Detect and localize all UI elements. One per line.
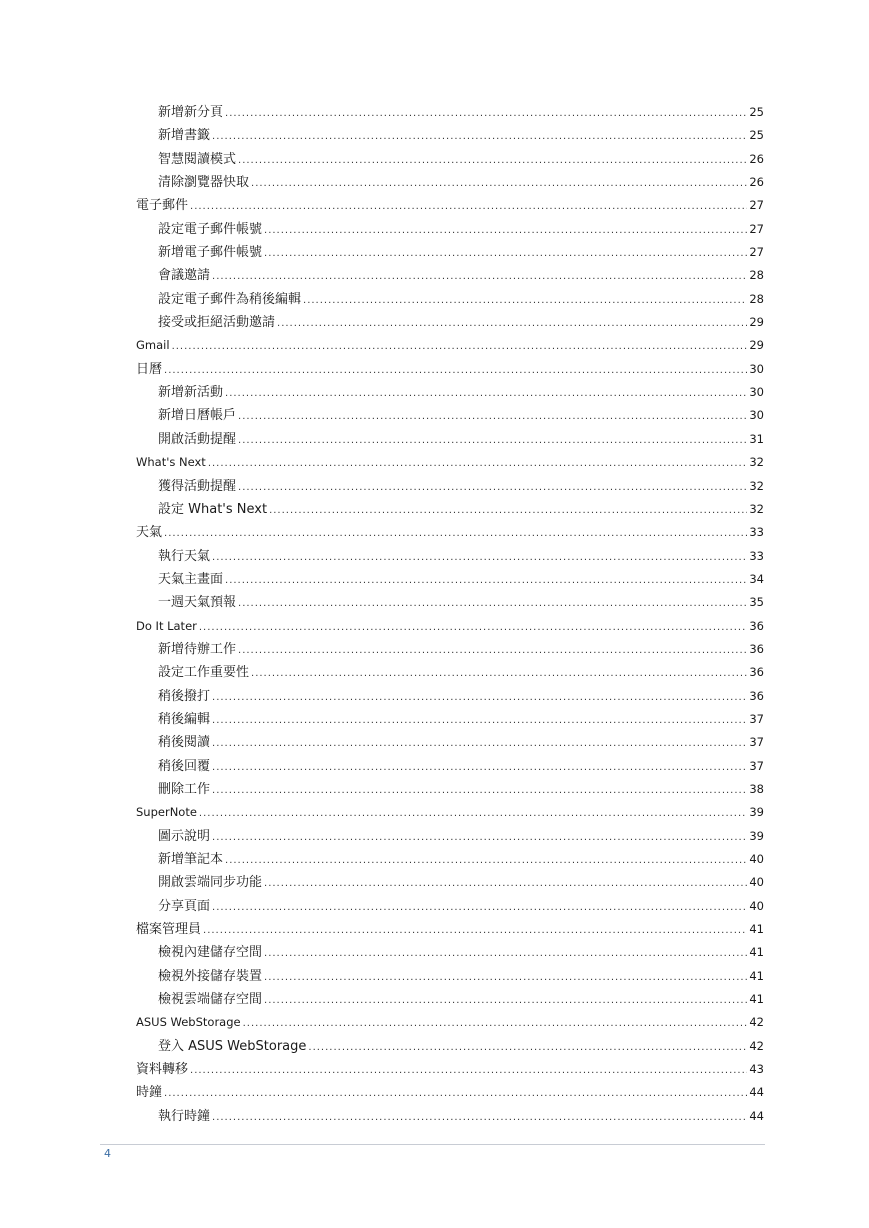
- toc-entry-page: 44: [749, 1108, 764, 1123]
- toc-leader-dots: [190, 1059, 747, 1082]
- toc-entry[interactable]: [136, 848, 764, 871]
- toc-entry[interactable]: [136, 918, 764, 941]
- toc-entry-page: 37: [749, 735, 764, 750]
- toc-entry-page: 37: [749, 711, 764, 726]
- toc-entry[interactable]: [136, 545, 764, 568]
- toc-leader-dots: [212, 546, 747, 569]
- toc-entry-title: 分享頁面: [158, 898, 211, 914]
- toc-entry-title: 刪除工作: [158, 781, 211, 797]
- toc-entry-page: 36: [749, 688, 764, 703]
- toc-entry-page: 41: [749, 945, 764, 960]
- toc-leader-dots: [238, 476, 747, 499]
- toc-leader-dots: [238, 592, 747, 615]
- toc-entry[interactable]: [136, 218, 764, 241]
- toc-entry[interactable]: [136, 1081, 764, 1104]
- toc-entry[interactable]: [136, 965, 764, 988]
- toc-entry-page: 44: [749, 1085, 764, 1100]
- toc-entry[interactable]: [136, 451, 764, 474]
- toc-entry-title: 檢視外接儲存裝置: [158, 968, 263, 984]
- toc-leader-dots: [251, 172, 747, 195]
- toc-entry-page: 36: [749, 665, 764, 680]
- toc-leader-dots: [212, 709, 747, 732]
- toc-entry-title: 登入 ASUS WebStorage: [158, 1038, 307, 1054]
- toc-entry[interactable]: [136, 288, 764, 311]
- toc-entry-page: 32: [749, 478, 764, 493]
- toc-leader-dots: [203, 919, 747, 942]
- toc-entry-title: 稍後回覆: [158, 758, 211, 774]
- toc-entry-page: 32: [749, 455, 764, 470]
- toc-entry-page: 37: [749, 758, 764, 773]
- toc-entry-title: 電子郵件: [136, 198, 189, 214]
- toc-entry[interactable]: [136, 334, 764, 357]
- toc-entry-page: 31: [749, 431, 764, 446]
- toc-entry[interactable]: [136, 871, 764, 894]
- toc-entry[interactable]: [136, 755, 764, 778]
- toc-entry[interactable]: [136, 428, 764, 451]
- toc-leader-dots: [264, 872, 747, 895]
- toc-entry[interactable]: [136, 731, 764, 754]
- toc-entry[interactable]: [136, 825, 764, 848]
- toc-leader-dots: [208, 452, 748, 475]
- toc-entry-title: 檔案管理員: [136, 922, 202, 938]
- toc-leader-dots: [212, 265, 747, 288]
- toc-leader-dots: [225, 102, 747, 125]
- toc-entry[interactable]: [136, 568, 764, 591]
- toc-entry[interactable]: [136, 241, 764, 264]
- toc-leader-dots: [277, 312, 747, 335]
- toc-entry[interactable]: [136, 1035, 764, 1058]
- toc-entry-title: 執行天氣: [158, 548, 211, 564]
- toc-entry-title: 會議邀請: [158, 268, 211, 284]
- toc-leader-dots: [212, 756, 747, 779]
- toc-entry-title: 一週天氣預報: [158, 595, 237, 611]
- toc-entry-page: 33: [749, 548, 764, 563]
- toc-entry-title: 新增書籤: [158, 128, 211, 144]
- toc-leader-dots: [225, 849, 747, 872]
- toc-leader-dots: [238, 639, 747, 662]
- toc-leader-dots: [264, 242, 747, 265]
- toc-entry-title: 智慧閱讀模式: [158, 151, 237, 167]
- toc-entry[interactable]: [136, 311, 764, 334]
- toc-leader-dots: [172, 335, 748, 358]
- toc-leader-dots: [225, 569, 747, 592]
- toc-leader-dots: [238, 405, 747, 428]
- toc-entry[interactable]: [136, 124, 764, 147]
- toc-entry-page: 30: [749, 385, 764, 400]
- toc-entry-page: 38: [749, 781, 764, 796]
- toc-entry-page: 29: [749, 315, 764, 330]
- toc-entry-title: 新增筆記本: [158, 852, 224, 867]
- toc-entry-title: 天氣: [136, 525, 163, 541]
- toc-entry-page: 41: [749, 922, 764, 937]
- toc-leader-dots: [190, 195, 747, 218]
- toc-entry-page: 25: [749, 128, 764, 143]
- toc-entry-title: SuperNote: [136, 805, 197, 820]
- toc-leader-dots: [212, 1106, 747, 1129]
- toc-entry-page: 30: [749, 408, 764, 423]
- toc-entry[interactable]: [136, 778, 764, 801]
- toc-entry-page: 39: [749, 828, 764, 843]
- toc-entry-page: 28: [749, 268, 764, 283]
- toc-entry[interactable]: [136, 638, 764, 661]
- toc-entry-page: 26: [749, 151, 764, 166]
- toc-entry[interactable]: [136, 615, 764, 638]
- toc-entry-title: What's Next: [136, 455, 206, 470]
- toc-entry[interactable]: [136, 404, 764, 427]
- toc-entry[interactable]: [136, 1058, 764, 1081]
- toc-entry-title: Do It Later: [136, 618, 197, 633]
- toc-entry-page: 29: [749, 338, 764, 353]
- toc-entry-title: 設定電子郵件帳號: [158, 221, 263, 237]
- toc-entry[interactable]: [136, 685, 764, 708]
- toc-entry[interactable]: [136, 358, 764, 381]
- toc-entry[interactable]: [136, 1011, 764, 1034]
- toc-leader-dots: [212, 125, 747, 148]
- toc-leader-dots: [251, 662, 747, 685]
- toc-entry-title: 新增新分頁: [158, 105, 224, 120]
- toc-entry[interactable]: [136, 194, 764, 217]
- toc-entry-title: 天氣主畫面: [158, 571, 224, 587]
- toc-entry-title: 執行時鐘: [158, 1108, 211, 1124]
- toc-entry-title: ASUS WebStorage: [136, 1015, 241, 1030]
- toc-entry-page: 28: [749, 291, 764, 306]
- toc-entry[interactable]: [136, 498, 764, 521]
- toc-entry-page: 39: [749, 805, 764, 820]
- toc-leader-dots: [212, 896, 747, 919]
- toc-leader-dots: [243, 1012, 748, 1035]
- toc-entry-title: 時鐘: [136, 1085, 163, 1101]
- toc-entry-title: 新增待辦工作: [158, 641, 237, 657]
- toc-entry-page: 40: [749, 852, 764, 866]
- toc-entry-title: 檢視雲端儲存空間: [158, 992, 263, 1008]
- footer-rule: [100, 1144, 765, 1145]
- toc-entry[interactable]: [136, 708, 764, 731]
- toc-leader-dots: [199, 616, 747, 639]
- toc-entry[interactable]: [136, 264, 764, 287]
- toc-leader-dots: [225, 382, 747, 405]
- table-of-contents: [136, 101, 764, 1128]
- toc-entry-page: 40: [749, 898, 764, 913]
- toc-entry-page: 27: [749, 198, 764, 213]
- toc-leader-dots: [212, 732, 747, 755]
- toc-entry[interactable]: [136, 591, 764, 614]
- page-number: 4: [104, 1147, 111, 1160]
- toc-entry[interactable]: [136, 941, 764, 964]
- toc-leader-dots: [212, 686, 747, 709]
- toc-leader-dots: [164, 522, 747, 545]
- toc-entry[interactable]: [136, 801, 764, 824]
- toc-leader-dots: [212, 826, 747, 849]
- toc-entry-title: 獲得活動提醒: [158, 478, 237, 494]
- toc-entry-page: 41: [749, 968, 764, 983]
- toc-entry-title: 稍後閱讀: [158, 735, 211, 751]
- toc-entry-title: 新增新活動: [158, 385, 224, 401]
- toc-entry[interactable]: [136, 475, 764, 498]
- toc-entry-title: 新增電子郵件帳號: [158, 245, 263, 261]
- toc-entry[interactable]: [136, 988, 764, 1011]
- toc-leader-dots: [212, 779, 747, 802]
- toc-leader-dots: [238, 149, 747, 172]
- toc-entry-page: 36: [749, 641, 764, 656]
- toc-entry-title: 圖示說明: [158, 828, 211, 844]
- toc-entry-title: 接受或拒絕活動邀請: [158, 315, 276, 331]
- toc-entry-page: 40: [749, 875, 764, 890]
- toc-entry[interactable]: [136, 661, 764, 684]
- toc-entry[interactable]: [136, 148, 764, 171]
- toc-entry-page: 35: [749, 595, 764, 610]
- toc-entry-title: Gmail: [136, 338, 170, 353]
- toc-leader-dots: [264, 942, 747, 965]
- toc-entry-page: 43: [749, 1062, 764, 1077]
- toc-leader-dots: [303, 289, 747, 312]
- toc-entry-title: 設定 What's Next: [158, 501, 268, 517]
- toc-entry-title: 新增日曆帳戶: [158, 408, 237, 424]
- toc-leader-dots: [264, 989, 747, 1012]
- toc-entry-title: 開啟活動提醒: [158, 431, 237, 447]
- toc-leader-dots: [308, 1036, 747, 1059]
- toc-entry-title: 設定電子郵件為稍後編輯: [158, 291, 302, 307]
- toc-entry-page: 32: [749, 501, 764, 516]
- toc-entry-page: 30: [749, 361, 764, 376]
- toc-leader-dots: [164, 1082, 747, 1105]
- toc-entry-page: 26: [749, 175, 764, 190]
- toc-entry-title: 稍後編輯: [158, 711, 211, 727]
- toc-leader-dots: [264, 219, 747, 242]
- toc-entry-title: 設定工作重要性: [158, 665, 250, 681]
- toc-entry[interactable]: [136, 1105, 764, 1128]
- toc-entry-title: 日曆: [136, 361, 163, 377]
- toc-entry-page: 27: [749, 245, 764, 260]
- toc-leader-dots: [164, 359, 747, 382]
- toc-leader-dots: [199, 802, 747, 825]
- toc-entry-page: 41: [749, 992, 764, 1007]
- toc-entry[interactable]: [136, 895, 764, 918]
- toc-entry-title: 開啟雲端同步功能: [158, 875, 263, 891]
- toc-entry-page: 27: [749, 221, 764, 236]
- toc-entry[interactable]: [136, 381, 764, 404]
- toc-entry-page: 42: [749, 1038, 764, 1053]
- toc-entry-title: 清除瀏覽器快取: [158, 175, 250, 191]
- toc-entry[interactable]: [136, 521, 764, 544]
- toc-leader-dots: [269, 499, 747, 522]
- toc-entry-page: 36: [749, 618, 764, 633]
- toc-entry-title: 稍後撥打: [158, 688, 211, 704]
- toc-entry-page: 34: [749, 571, 764, 586]
- toc-entry-title: 資料轉移: [136, 1062, 189, 1078]
- toc-entry[interactable]: [136, 171, 764, 194]
- toc-entry-page: 33: [749, 525, 764, 540]
- toc-entry[interactable]: [136, 101, 764, 124]
- toc-leader-dots: [238, 429, 747, 452]
- toc-entry-page: 42: [749, 1015, 764, 1030]
- toc-entry-page: 25: [749, 105, 764, 119]
- toc-entry-title: 檢視內建儲存空間: [158, 945, 263, 961]
- toc-leader-dots: [264, 966, 747, 989]
